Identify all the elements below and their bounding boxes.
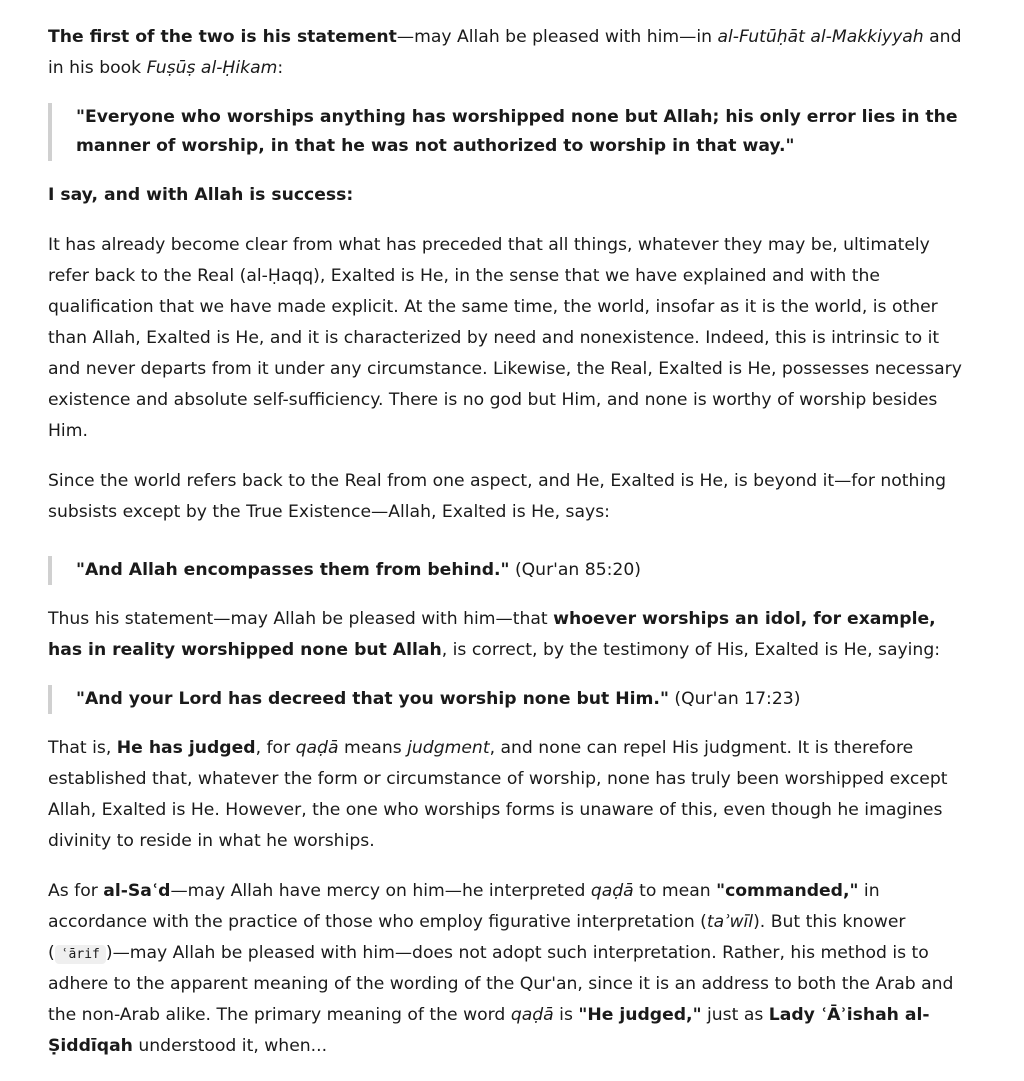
- paragraph-judged: That is, He has judged, for qaḍā means judgment, and none can repel His judgment. It is therefore established that, whatever the form or circumstance of worship, none has truly been worshipped except Allah, Exalted is He. However, the one who worships forms is unaware of this, even though he imagines divinity to reside in what he worships.: [48, 738, 948, 851]
- paragraph-real: It has already become clear from what has preceded that all things, whatever they may be, ultimately refer back to the Real (al-Ḥaqq), Exalted is He, in the sense that we have explained and with the qualification that we have made explicit. At the same time, the world, insofar as it is the world, is other than Allah, Exalted is He, and it is characterized by need and nonexistence. Indeed, this is intrinsic to it and never departs from it under any circumstance. Likewise, the Real, Exalted is He, possesses necessary existence and absolute self-sufficiency. There is no god but Him, and none is worthy of worship besides Him.: [48, 235, 962, 441]
- paragraph-thus: Thus his statement—may Allah be pleased with him—that whoever worships an idol, for example, has in reality worshipped none but Allah, is correct, by the testimony of His, Exalted is He, saying:: [48, 609, 941, 660]
- blockquote-2: "And Allah encompasses them from behind." (Qur'an 85:20): [48, 556, 968, 585]
- inline-code-arif: ʿārif: [55, 945, 106, 964]
- blockquote-1: "Everyone who worships anything has worshipped none but Allah; his only error lies in the manner of worship, in that he was not authorized to worship in that way.": [48, 103, 968, 161]
- document-body: [48, 22, 968, 1081]
- paragraph-world: Since the world refers back to the Real from one aspect, and He, Exalted is He, is beyond it—for nothing subsists except by the True Existence—Allah, Exalted is He, says:: [48, 471, 947, 522]
- paragraph-intro: The first of the two is his statement—may Allah be pleased with him—in al-Futūḥāt al-Makkiyyah and in his book Fuṣūṣ al-Ḥikam:: [48, 27, 962, 78]
- paragraph-i-say: I say, and with Allah is success:: [48, 185, 354, 205]
- paragraph-al-sad: As for al-Saʿd—may Allah have mercy on him—he interpreted qaḍā to mean "commanded," in accordance with the practice of those who employ figurative interpretation (taʾwīl). But this knower ( ʿārif )—may Allah be pleased with him—does not adopt such interpretation. Rather, his method is to adhere to the apparent meaning of the wording of the Qur'an, since it is an address to both the Arab and the non-Arab alike. The primary meaning of the word qaḍā is "He judged," just as Lady ʿĀʾishah al-Ṣiddīqah understood it, when...: [48, 881, 954, 1056]
- blockquote-3: "And your Lord has decreed that you worship none but Him." (Qur'an 17:23): [48, 685, 968, 714]
